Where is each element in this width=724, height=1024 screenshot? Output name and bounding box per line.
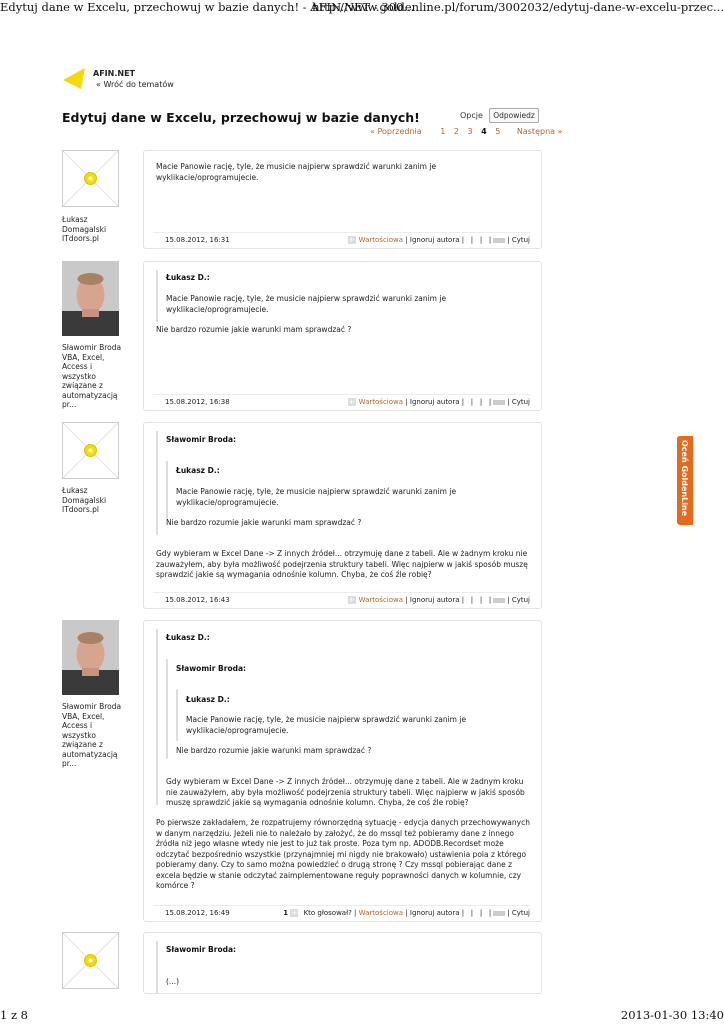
quote-bar	[156, 431, 158, 535]
author-name[interactable]: Łukasz Domagalski	[62, 486, 107, 505]
quote-author: Łukasz D.:	[166, 273, 210, 282]
pagination	[370, 127, 568, 136]
quote-text: Macie Panowie rację, tyle, że musicie najpierw sprawdzić warunki zanim je wyklikacie/oprogramujecie.	[166, 294, 447, 314]
author-headline: VBA, Excel, Access i wszystko związane z automatyzacją pr...	[62, 711, 118, 768]
post-author[interactable]	[62, 486, 130, 515]
separator: |	[479, 236, 483, 244]
print-page-title: Edytuj dane w Excelu, przechowuj w bazie danych! - AFIN.NET - 300...	[0, 0, 415, 14]
separator: |	[461, 909, 465, 917]
author-headline: ITdoors.pl	[62, 234, 99, 243]
separator: |	[488, 398, 492, 406]
reply-button[interactable]: Odpowiedz	[489, 108, 539, 123]
post-author[interactable]	[62, 343, 130, 410]
next-page-link[interactable]: Następna »	[516, 127, 563, 136]
ignore-author-link[interactable]: Ignoruj autora	[409, 596, 460, 604]
author-name[interactable]: Sławomir Broda	[62, 343, 122, 352]
separator: |	[479, 596, 483, 604]
who-voted-link[interactable]: Kto głosował?	[303, 909, 352, 917]
post-card	[143, 620, 542, 922]
print-footer	[0, 1008, 724, 1024]
ignore-author-link[interactable]: Ignoruj autora	[409, 236, 460, 244]
thread-title: Edytuj dane w Excelu, przechowuj w bazie danych!	[62, 110, 420, 125]
post-text: Gdy wybieram w Excel Dane -> Z innych źródeł... otrzymuję dane z tabeli. Ale w żadnym kroku nie zauważyłem, aby była możliwość podejrzenia struktury tabeli. Więc najpierw w jakiś sposób muszę sprawdzić jakie są wymagania odnośnie kolumn. Chyba, że coś źle robię?	[156, 549, 528, 579]
rate-valuable-link[interactable]: Wartościowa	[358, 236, 404, 244]
separator: |	[479, 398, 483, 406]
post-footer	[153, 232, 530, 246]
post-actions	[283, 909, 530, 917]
separator: |	[461, 596, 465, 604]
post-actions	[348, 236, 530, 244]
default-avatar-icon	[63, 933, 118, 988]
separator: |	[354, 909, 357, 917]
post-date: 15.08.2012, 16:31	[165, 236, 230, 244]
post-card	[143, 932, 542, 994]
afin-logo-icon[interactable]	[61, 66, 89, 90]
avatar-placeholder[interactable]	[62, 932, 119, 989]
plus-icon[interactable]: +	[291, 909, 298, 917]
post-date: 15.08.2012, 16:38	[165, 398, 230, 406]
ignore-author-link[interactable]: Ignoruj autora	[409, 909, 460, 917]
post-actions	[348, 596, 530, 604]
quote-bar	[156, 629, 158, 805]
group-name[interactable]: AFIN.NET	[93, 69, 135, 78]
post-author[interactable]	[62, 702, 130, 769]
separator: |	[461, 398, 465, 406]
separator: |	[405, 596, 408, 604]
quote-link[interactable]: Cytuj	[511, 398, 530, 406]
message-icon[interactable]	[493, 598, 505, 603]
quote-text: Nie bardzo rozumie jakie warunki mam sprawdzać ?	[166, 518, 362, 527]
message-icon[interactable]	[493, 238, 505, 243]
quote-text: Gdy wybieram w Excel Dane -> Z innych źródeł... otrzymuję dane z tabeli. Ale w żadnym kroku nie zauważyłem, aby była możliwość podejrzenia struktury tabeli. Więc najpierw w jakiś sposób muszę sprawdzić jakie są wymagania odnośnie kolumn. Chyba, że coś źle robię?	[166, 777, 525, 807]
quote-text: Macie Panowie rację, tyle, że musicie najpierw sprawdzić warunki zanim je wyklikacie/oprogramujecie.	[186, 715, 467, 735]
quote-text: (...)	[166, 977, 180, 986]
print-page-url: http://www.goldenline.pl/forum/3002032/edytuj-dane-w-excelu-przec...	[312, 0, 724, 14]
rate-valuable-link[interactable]: Wartościowa	[358, 909, 404, 917]
separator: |	[470, 909, 474, 917]
quote-bar	[166, 461, 168, 519]
separator: |	[405, 909, 408, 917]
separator: |	[405, 236, 408, 244]
quote-author: Łukasz D.:	[176, 466, 220, 475]
author-name[interactable]: Sławomir Broda	[62, 702, 122, 711]
default-avatar-icon	[63, 151, 118, 206]
plus-icon[interactable]: +	[348, 236, 355, 244]
print-header	[0, 0, 724, 14]
author-name[interactable]: Łukasz Domagalski	[62, 215, 107, 234]
post-date: 15.08.2012, 16:43	[165, 596, 230, 604]
separator: |	[405, 398, 408, 406]
quote-author: Łukasz D.:	[166, 633, 210, 642]
quote-link[interactable]: Cytuj	[511, 236, 530, 244]
prev-page-link[interactable]: « Poprzednia	[370, 127, 422, 136]
quote-bar	[176, 689, 178, 741]
separator: |	[507, 398, 510, 406]
separator: |	[461, 236, 465, 244]
quote-author: Sławomir Broda:	[176, 664, 247, 673]
default-avatar-icon	[63, 423, 118, 478]
separator: |	[507, 909, 510, 917]
plus-icon[interactable]: +	[348, 398, 355, 406]
separator: |	[507, 236, 510, 244]
avatar-photo[interactable]	[62, 620, 119, 695]
post-card	[143, 261, 542, 411]
quote-link[interactable]: Cytuj	[511, 596, 530, 604]
page-link-2[interactable]: 2	[453, 127, 459, 136]
post-date: 15.08.2012, 16:49	[165, 909, 230, 917]
rate-goldenline-tab[interactable]	[677, 436, 693, 525]
post-actions	[348, 398, 530, 406]
message-icon[interactable]	[493, 911, 505, 916]
post-card	[143, 422, 542, 609]
ignore-author-link[interactable]: Ignoruj autora	[409, 398, 460, 406]
author-headline: ITdoors.pl	[62, 505, 99, 514]
separator: |	[488, 596, 492, 604]
post-text: Macie Panowie rację, tyle, że musicie najpierw sprawdzić warunki zanim je wyklikacie/oprogramujecie.	[156, 162, 437, 182]
separator: |	[470, 398, 474, 406]
side-tab-label: Oceń GoldenLine	[680, 440, 689, 517]
page-link-3[interactable]: 3	[467, 127, 473, 136]
post-text: Nie bardzo rozumie jakie warunki mam sprawdzać ?	[156, 325, 352, 334]
quote-bar	[156, 941, 158, 993]
vote-count: 1	[283, 909, 289, 917]
post-footer	[153, 592, 530, 606]
separator: |	[479, 909, 483, 917]
quote-bar	[166, 659, 168, 759]
rate-valuable-link[interactable]: Wartościowa	[358, 596, 404, 604]
quote-author: Łukasz D.:	[186, 695, 230, 704]
avatar-placeholder[interactable]	[62, 150, 119, 207]
options-menu[interactable]: Opcje	[460, 111, 483, 120]
separator: |	[488, 236, 492, 244]
plus-icon[interactable]: +	[348, 596, 355, 604]
quote-author: Sławomir Broda:	[166, 945, 237, 954]
post-footer	[153, 905, 530, 919]
back-to-topics-link[interactable]: « Wróć do tematów	[96, 80, 174, 89]
quote-link[interactable]: Cytuj	[511, 909, 530, 917]
separator: |	[470, 596, 474, 604]
quote-text: Nie bardzo rozumie jakie warunki mam sprawdzać ?	[176, 746, 372, 755]
page-link-current: 4	[481, 127, 487, 136]
post-text: Po pierwsze zakładałem, że rozpatrujemy równorzędną sytuację - edycja danych przechowywanych w danym narzędziu. Jeżeli nie to należało by założyć, że do mssql też pobieramy dane z innego źródła niż jego własne wtedy nie jest to już tak proste. Poza tym np. ADODB.Recordset może odczytać bezpośrednio wszystkie (przynajmniej mi nigdy nie brakowało) ustawienia pola z którego pobieramy dany. Czy to samo można powiedzieć o drugą stronę ? Czy mssql pobierając dane z excela będzie w stanie odczytać zaimplementowane reguły poprawności danych w kolumnie, czy komórce ?	[156, 818, 530, 890]
rate-valuable-link[interactable]: Wartościowa	[358, 398, 404, 406]
avatar-photo[interactable]	[62, 261, 119, 336]
page-link-5[interactable]: 5	[495, 127, 501, 136]
quote-text: Macie Panowie rację, tyle, że musicie najpierw sprawdzić warunki zanim je wyklikacie/oprogramujecie.	[176, 487, 457, 507]
quote-bar	[156, 270, 158, 322]
separator: |	[470, 236, 474, 244]
print-page-number: 1 z 8	[0, 1008, 29, 1022]
quote-author: Sławomir Broda:	[166, 435, 237, 444]
print-datetime: 2013-01-30 13:40	[620, 1008, 724, 1022]
separator: |	[507, 596, 510, 604]
page-link-1[interactable]: 1	[440, 127, 446, 136]
post-footer	[153, 394, 530, 408]
avatar-placeholder[interactable]	[62, 422, 119, 479]
message-icon[interactable]	[493, 400, 505, 405]
post-author[interactable]	[62, 215, 130, 244]
author-headline: VBA, Excel, Access i wszystko związane z automatyzacją pr...	[62, 352, 118, 409]
separator: |	[488, 909, 492, 917]
